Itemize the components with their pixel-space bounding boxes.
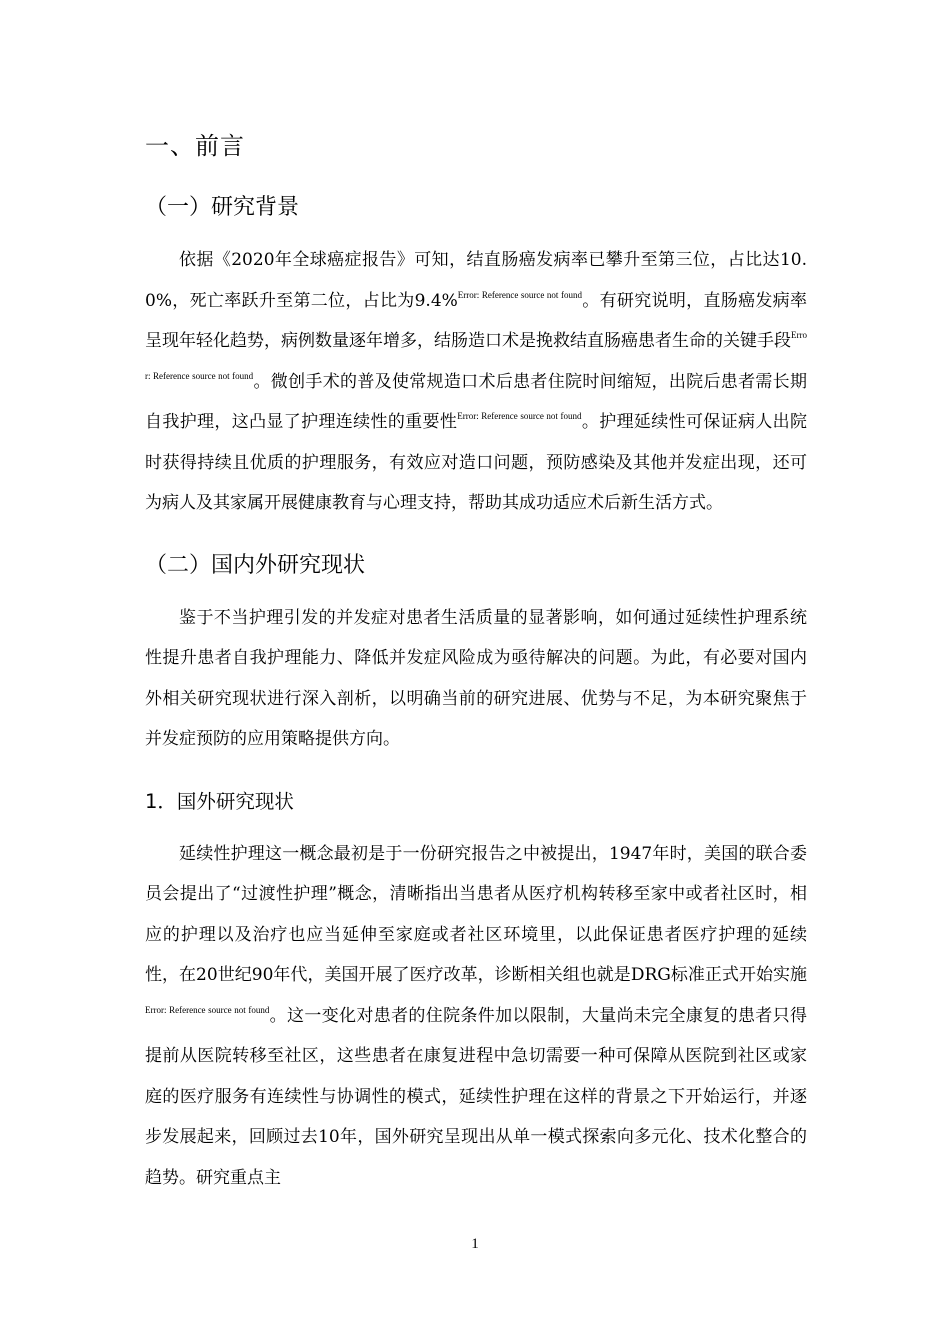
subsection-heading-foreign: 1．国外研究现状 xyxy=(145,789,294,813)
chapter-heading: 一、前言 xyxy=(145,132,245,160)
reference-error[interactable]: Error: Reference source not found xyxy=(145,330,807,381)
page-number: 1 xyxy=(471,1236,479,1252)
section-heading-background: （一）研究背景 xyxy=(145,195,300,220)
section-heading-status: （二）国内外研究现状 xyxy=(145,552,366,578)
paragraph-foreign xyxy=(145,834,807,1199)
paragraph-status: 鉴于不当护理引发的并发症对患者生活质量的显著影响，如何通过延续性护理系统性提升患者自我护理能力、降低并发症风险成为亟待解决的问题。为此，有必要对国内外相关研究现状进行深入剖析，以明确当前的研究进展、优势与不足，为本研究聚焦于并发症预防的应用策略提供方向。 xyxy=(145,607,807,749)
text-run: 延续性护理这一概念最初是于一份研究报告之中被提出，1947年时，美国的联合委员会提出了“过渡性护理”概念，清晰指出当患者从医疗机构转移至家中或者社区时，相应的护理以及治疗也应当延伸至家庭或者社区环境里，以此保证患者医疗护理的延续性，在20世纪90年代，美国开展了医疗改革，诊断相关组也就是DRG标准正式开始实施 xyxy=(145,843,807,985)
reference-error[interactable]: Error: Reference source not found xyxy=(457,289,582,300)
text-run: 。微创手术的普及使常规造口术后患者住院时间缩短，出院后患者需长期自我护理，这凸显了护理连续性的重要性 xyxy=(145,371,807,432)
text-run: 。有研究说明，直肠癌发病率呈现年轻化趋势，病例数量逐年增多，结肠造口术是挽救结直肠癌患者生命的关键手段 xyxy=(145,290,807,351)
document-body xyxy=(145,126,807,1220)
text-run: 依据《2020年全球癌症报告》可知，结直肠癌发病率已攀升至第三位，占比达10.0%，死亡率跃升至第二位，占比为9.4% xyxy=(145,250,807,311)
text-run: 。护理延续性可保证病人出院时获得持续且优质的护理服务，有效应对造口问题，预防感染及其他并发症出现，还可为病人及其家属开展健康教育与心理支持，帮助其成功适应术后新生活方式。 xyxy=(145,412,808,513)
paragraph-background xyxy=(145,240,807,524)
text-run: 。这一变化对患者的住院条件加以限制，大量尚未完全康复的患者只得提前从医院转移至社区，这些患者在康复进程中急切需要一种可保障从医院到社区或家庭的医疗服务有连续性与协调性的模式，延续性护理在这样的背景之下开始运行，并逐步发展起来，回顾过去10年，国外研究呈现出从单一模式探索向多元化、技术化整合的趋势。研究重点主 xyxy=(145,1005,807,1188)
reference-error[interactable]: Error: Reference source not found xyxy=(457,411,582,421)
reference-error[interactable]: Error: Reference source not found xyxy=(145,1004,270,1015)
